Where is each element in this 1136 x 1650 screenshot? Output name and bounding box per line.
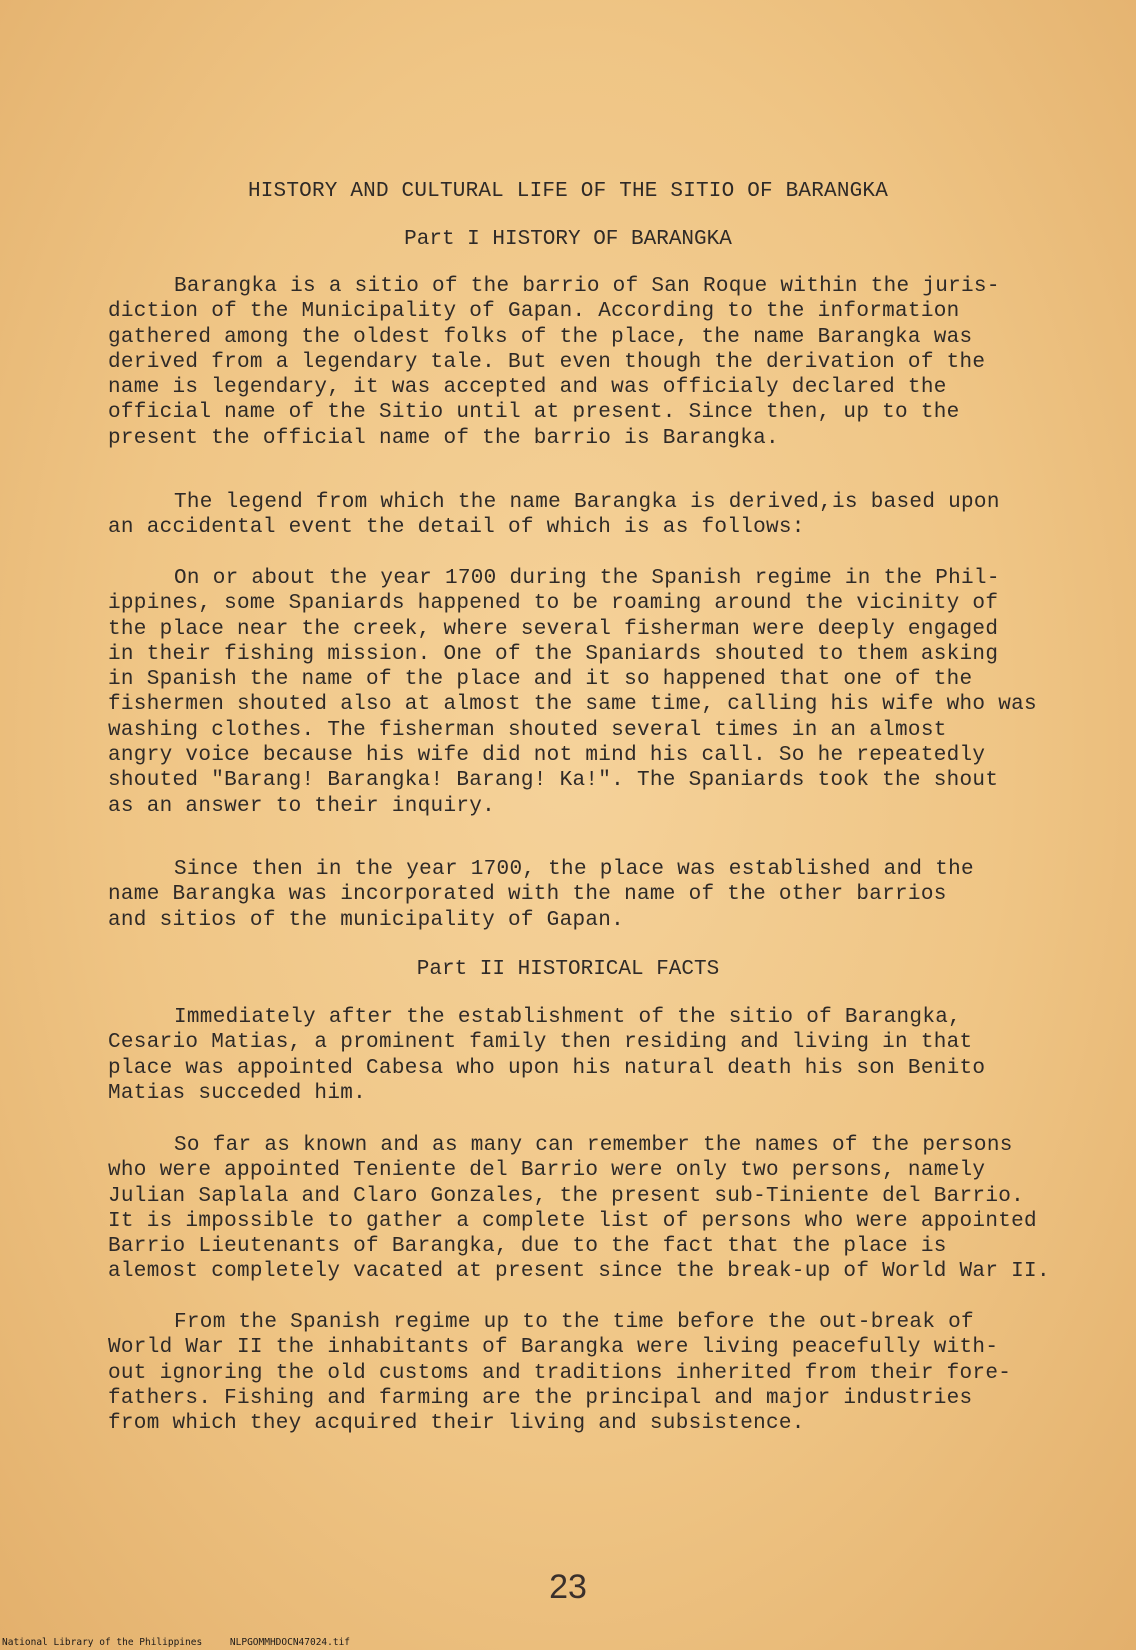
text-line: ippines, some Spaniards happened to be roaming around the vicinity of xyxy=(108,592,999,616)
text-line: an accidental event the detail of which is as follows: xyxy=(108,516,805,540)
text-line: in Spanish the name of the place and it so happened that one of the xyxy=(108,668,973,692)
text-line: place was appointed Cabesa who upon his natural death his son Benito xyxy=(108,1056,986,1080)
text-line: From the Spanish regime up to the time before the out-break of xyxy=(174,1311,974,1334)
text-line: gathered among the oldest folks of the place, the name Barangka was xyxy=(108,325,973,349)
text-line: out ignoring the old customs and traditions inherited from their fore- xyxy=(108,1361,1012,1385)
part2-paragraph-1 xyxy=(108,1005,1068,1106)
text-line: Matias succeded him. xyxy=(108,1081,367,1105)
text-line: present the official name of the barrio is Barangka. xyxy=(108,426,779,450)
part1-paragraph-2 xyxy=(108,490,1068,541)
text-line: Since then in the year 1700, the place was established and the xyxy=(174,858,974,881)
footer xyxy=(2,1637,350,1648)
text-line: World War II the inhabitants of Barangka were living peacefully with- xyxy=(108,1336,999,1360)
part2-paragraph-3 xyxy=(108,1310,1068,1436)
part1-paragraph-1 xyxy=(108,274,1068,451)
text-line: derived from a legendary tale. But even though the derivation of the xyxy=(108,350,986,374)
text-line: fathers. Fishing and farming are the principal and major industries xyxy=(108,1386,973,1410)
text-line: Cesario Matias, a prominent family then residing and living in that xyxy=(108,1031,973,1055)
text-line: So far as known and as many can remember the names of the persons xyxy=(174,1134,1013,1157)
text-line: washing clothes. The fisherman shouted several times in an almost xyxy=(108,718,947,742)
page-number: 23 xyxy=(549,1568,587,1606)
text-line: Immediately after the establishment of the sitio of Barangka, xyxy=(174,1006,962,1029)
part1-paragraph-3 xyxy=(108,566,1068,819)
text-line: the place near the creek, where several fisherman were deeply engaged xyxy=(108,617,999,641)
text-line: from which they acquired their living and subsistence. xyxy=(108,1412,805,1436)
text-line: name is legendary, it was accepted and was officialy declared the xyxy=(108,376,947,400)
text-line: Julian Saplala and Claro Gonzales, the present sub-Tiniente del Barrio. xyxy=(108,1184,1025,1208)
text-line: name Barangka was incorporated with the name of the other barrios xyxy=(108,883,947,907)
text-line: official name of the Sitio until at present. Since then, up to the xyxy=(108,401,960,425)
text-line: who were appointed Teniente del Barrio were only two persons, namely xyxy=(108,1159,986,1183)
document-title: HISTORY AND CULTURAL LIFE OF THE SITIO OF BARANGKA xyxy=(247,180,889,203)
text-line: Barrio Lieutenants of Barangka, due to the fact that the place is xyxy=(108,1235,947,1259)
footer-library: National Library of the Philippines xyxy=(2,1637,203,1648)
part1-heading: Part I HISTORY OF BARANGKA xyxy=(404,228,732,251)
footer-file: NLPGOMMHDOCN47024.tif xyxy=(229,1637,351,1648)
text-line: On or about the year 1700 during the Spanish regime in the Phil- xyxy=(174,567,1000,590)
text-line: diction of the Municipality of Gapan. According to the information xyxy=(108,300,960,324)
text-line: as an answer to their inquiry. xyxy=(108,794,496,818)
text-line: It is impossible to gather a complete list of persons who were appointed xyxy=(108,1209,1037,1233)
text-line: in their fishing mission. One of the Spaniards shouted to them asking xyxy=(108,642,999,666)
part2-heading: Part II HISTORICAL FACTS xyxy=(416,958,720,981)
text-line: angry voice because his wife did not mind his call. So he repeatedly xyxy=(108,744,986,768)
text-line: alemost completely vacated at present since the break-up of World War II. xyxy=(108,1260,1050,1284)
text-line: The legend from which the name Barangka is derived,is based upon xyxy=(174,491,1000,514)
text-line: and sitios of the municipality of Gapan. xyxy=(108,908,625,932)
part1-paragraph-4 xyxy=(108,857,1068,933)
text-line: fishermen shouted also at almost the same time, calling his wife who was xyxy=(108,693,1037,717)
text-line: shouted "Barang! Barangka! Barang! Ka!". The Spaniards took the shout xyxy=(108,769,999,793)
text-line: Barangka is a sitio of the barrio of San Roque within the juris- xyxy=(174,275,1000,298)
part2-paragraph-2 xyxy=(108,1133,1068,1285)
